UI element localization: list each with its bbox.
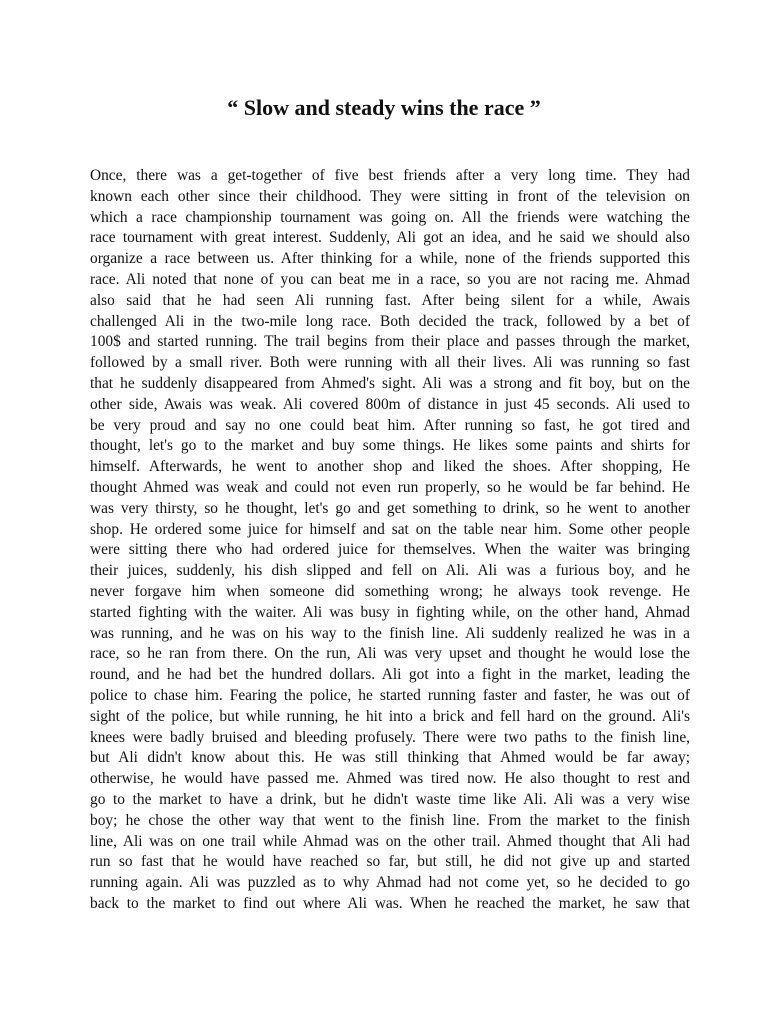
paragraph-line: Once, there was a get-together of five best friends after a very long time. They had <box>90 167 690 184</box>
paragraph-line: but Ali didn't know about this. He was still thinking that Ahmed would be far away; <box>90 749 690 767</box>
paragraph-line: challenged Ali in the two-mile long race. Both decided the track, followed by a bet of <box>90 312 690 330</box>
document-title: “ Slow and steady wins the race ” <box>227 95 541 120</box>
paragraph-line: that he suddenly disappeared from Ahmed's sight. Ali was a strong and fit boy, but on the <box>90 374 690 392</box>
paragraph-line: never forgave him when someone did something wrong; he always took revenge. He <box>90 582 690 600</box>
paragraph-line: was running, and he was on his way to the finish line. Ali suddenly realized he was in a <box>90 624 690 642</box>
paragraph-line: started fighting with the waiter. Ali was busy in fighting while, on the other hand, Ahmad <box>90 603 690 621</box>
paragraph-line: sight of the police, but while running, he hit into a brick and fell hard on the ground. Ali's <box>90 707 690 725</box>
paragraph-line: line, Ali was on one trail while Ahmad was on the other trail. Ahmed thought that Ali had <box>90 832 690 850</box>
paragraph-line: running again. Ali was puzzled as to why Ahmad had not come yet, so he decided to go <box>90 874 690 892</box>
paragraph-line: run so fast that he would have reached so far, but still, he did not give up and started <box>90 853 690 871</box>
paragraph-line: were sitting there who had ordered juice for themselves. When the waiter was bringing <box>90 541 690 559</box>
paragraph-line: also said that he had seen Ali running fast. After being silent for a while, Awais <box>90 291 690 309</box>
paragraph-line: be very proud and say no one could beat him. After running so fast, he got tired and <box>90 416 690 434</box>
paragraph-line: race, so he ran from there. On the run, Ali was very upset and thought he would lose the <box>90 645 690 663</box>
paragraph-line: boy; he chose the other way that went to the finish line. From the market to the finish <box>90 811 690 829</box>
paragraph-line: which a race championship tournament was going on. All the friends were watching the <box>90 208 690 226</box>
paragraph-line: himself. Afterwards, he went to another shop and liked the shoes. After shopping, He <box>90 458 690 476</box>
paragraph-line: organize a race between us. After thinking for a while, none of the friends supported this <box>90 250 690 268</box>
paragraph-line: known each other since their childhood. They were sitting in front of the television on <box>90 187 690 205</box>
paragraph-line: shop. He ordered some juice for himself and sat on the table near him. Some other people <box>90 520 690 538</box>
paragraph-line: back to the market to find out where Ali was. When he reached the market, he saw that <box>90 894 690 912</box>
paragraph-line: was very thirsty, so he thought, let's go and get something to drink, so he went to another <box>90 499 690 517</box>
paragraph-line: thought Ahmed was weak and could not even run properly, so he would be far behind. He <box>90 478 690 496</box>
paragraph-line: their juices, suddenly, his dish slipped and fell on Ali. Ali was a furious boy, and he <box>90 562 690 580</box>
paragraph-line: round, and he had bet the hundred dollars. Ali got into a fight in the market, leading the <box>90 666 690 684</box>
paragraph-line: other side, Awais was weak. Ali covered 800m of distance in just 45 seconds. Ali used to <box>90 395 690 413</box>
paragraph-line: thought, let's go to the market and buy some things. He likes some paints and shirts for <box>90 437 690 455</box>
story-body <box>90 166 690 915</box>
paragraph-line: race. Ali noted that none of you can beat me in a race, so you are not racing me. Ahmad <box>90 270 690 288</box>
paragraph-line: race tournament with great interest. Suddenly, Ali got an idea, and he said we should also <box>90 229 690 247</box>
paragraph-line: followed by a small river. Both were running with all their lives. Ali was running so fast <box>90 354 690 372</box>
paragraph-line: knees were badly bruised and bleeding profusely. There were two paths to the finish line, <box>90 728 690 746</box>
paragraph-line: go to the market to have a drink, but he didn't waste time like Ali. Ali was a very wise <box>90 790 690 808</box>
paragraph-line: 100$ and started running. The trail begins from their place and passes through the market, <box>90 333 690 351</box>
paragraph-line: otherwise, he would have passed me. Ahmed was tired now. He also thought to rest and <box>90 770 690 788</box>
paragraph-line: police to chase him. Fearing the police, he started running faster and faster, he was out of <box>90 686 690 704</box>
